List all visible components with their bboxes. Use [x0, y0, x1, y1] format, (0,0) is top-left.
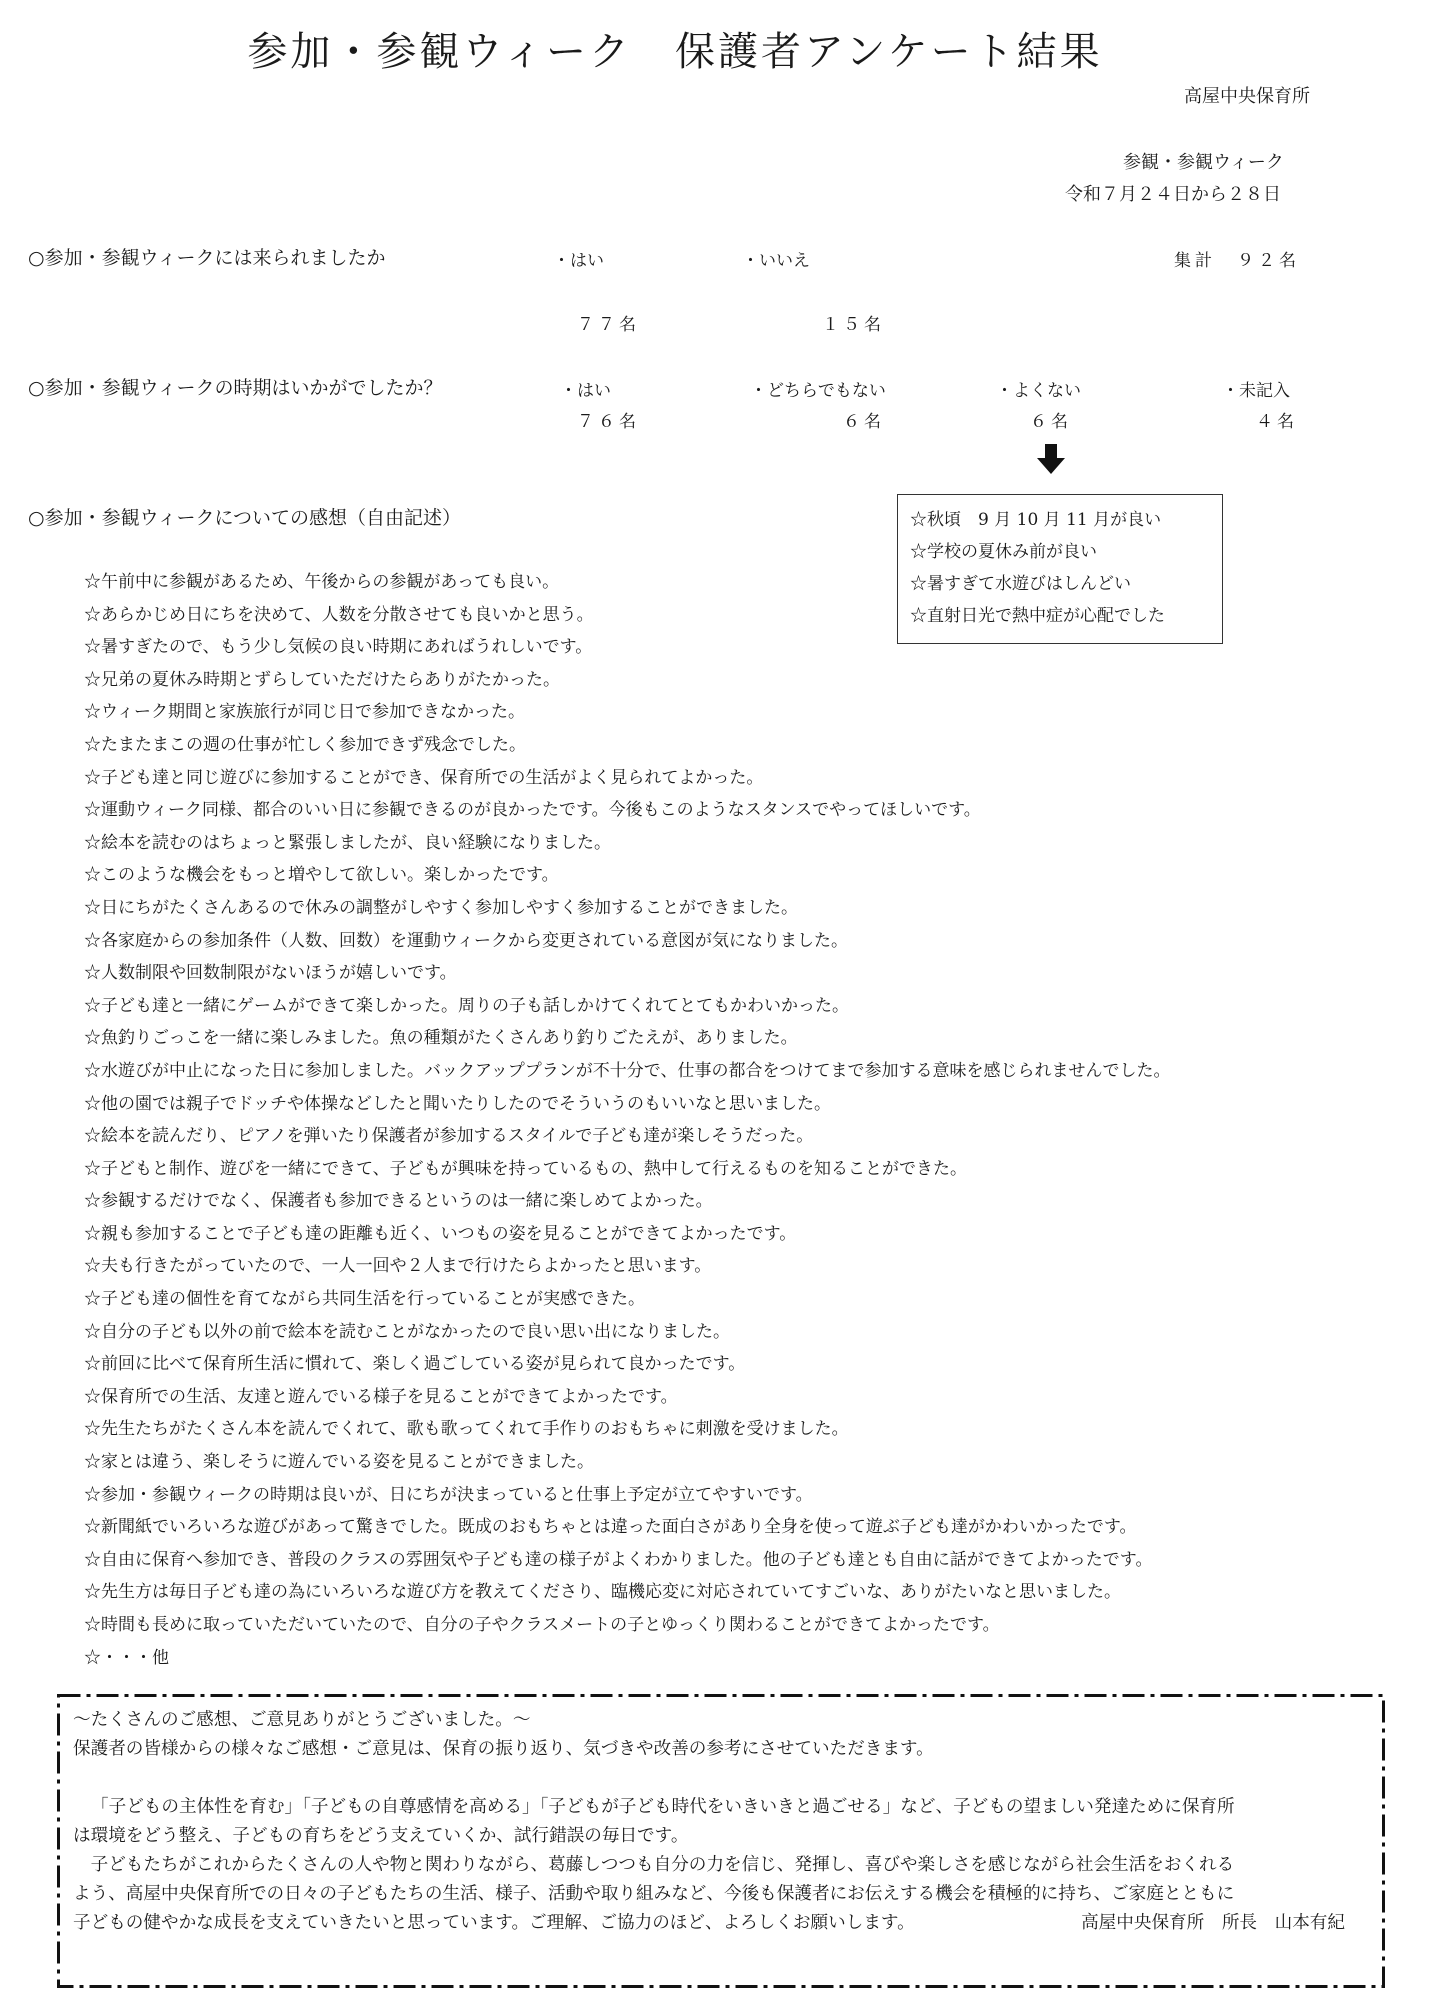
event-period: 令和７月２４日から２８日: [1065, 184, 1281, 205]
comment-item: ☆子ども達と同じ遊びに参加することができ、保育所での生活がよく見られてよかった。: [84, 767, 764, 788]
comment-item: ☆子どもと制作、遊びを一緒にできて、子どもが興味を持っているもの、熱中して行えるものを知ることができた。: [84, 1158, 967, 1179]
comment-item: ☆子ども達の個性を育てながら共同生活を行っていることが実感できた。: [84, 1289, 645, 1310]
notice-intro: 保護者の皆様からの様々なご感想・ご意見は、保育の振り返り、気づきや改善の参考にさせていただきます。: [73, 1739, 934, 1759]
comment-item: ☆絵本を読んだり、ピアノを弾いたり保護者が参加するスタイルで子ども達が楽しそうだった。: [84, 1126, 814, 1147]
q2-count-unanswered: ４名: [1256, 412, 1298, 432]
notice-thanks: ～たくさんのご感想、ご意見ありがとうございました。～: [73, 1710, 531, 1730]
comment-item: ☆兄弟の夏休み時期とずらしていただけたらありがたかった。: [84, 669, 560, 690]
comment-item: ☆夫も行きたがっていたので、一人一回や２人まで行けたらよかったと思います。: [84, 1256, 712, 1277]
comment-item: ☆ウィーク期間と家族旅行が同じ日で参加できなかった。: [84, 702, 525, 723]
q2-count-neutral: ６名: [843, 412, 885, 432]
comment-item: ☆自由に保育へ参加でき、普段のクラスの雰囲気や子ども達の様子がよくわかりました。他の子ども達とも自由に話ができてよかったです。: [84, 1549, 1153, 1570]
comment-item: ☆保育所での生活、友達と遊んでいる様子を見ることができてよかったです。: [84, 1386, 678, 1407]
comment-item: ☆日にちがたくさんあるので休みの調整がしやすく参加しやすく参加することができました。: [84, 897, 798, 918]
arrow-down-icon: [1037, 444, 1065, 474]
notice-spacer: [73, 1764, 1367, 1793]
question-3: ○参加・参観ウィークについての感想（自由記述）: [28, 507, 462, 529]
comment-item: ☆暑すぎたので、もう少し気候の良い時期にあればうれしいです。: [84, 637, 593, 658]
organization-name: 高屋中央保育所: [1184, 86, 1310, 107]
comment-item: ☆運動ウィーク同様、都合のいい日に参観できるのが良かったです。今後もこのようなスタンスでやってほしいです。: [84, 800, 981, 821]
q1-count-no: １５名: [822, 315, 885, 335]
comment-item: ☆前回に比べて保育所生活に慣れて、楽しく過ごしている姿が見られて良かったです。: [84, 1354, 746, 1375]
reason-item: ☆暑すぎて水遊びはしんどい: [910, 574, 1131, 594]
q2-count-yes: ７６名: [577, 412, 640, 432]
comment-item: ☆人数制限や回数制限がないほうが嬉しいです。: [84, 963, 457, 984]
q1-count-yes: ７７名: [577, 315, 640, 335]
comment-item: ☆たまたまこの週の仕事が忙しく参加できず残念でした。: [84, 734, 526, 755]
notice-para2-line3-text: 子どもの健やかな成長を支えていきたいと思っています。ご理解、ご協力のほど、よろしくお願いします。: [73, 1913, 915, 1933]
comment-item: ☆新聞紙でいろいろな遊びがあって驚きでした。既成のおもちゃとは違った面白さがあり全身を使って遊ぶ子ども達がかわいかったです。: [84, 1517, 1137, 1538]
comment-item: ☆水遊びが中止になった日に参加しました。バックアッププランが不十分で、仕事の都合をつけてまで参加する意味を感じられませんでした。: [84, 1060, 1171, 1081]
comment-item: ☆自分の子ども以外の前で絵本を読むことがなかったので良い思い出になりました。: [84, 1321, 730, 1342]
reason-item: ☆直射日光で熱中症が心配でした: [910, 606, 1165, 626]
comment-item: ☆他の園では親子でドッチや体操などしたと聞いたりしたのでそういうのもいいなと思いました。: [84, 1093, 831, 1114]
notice-para2-line3: [73, 1909, 1367, 1938]
closing-notice: [57, 1694, 1385, 1988]
comment-item: ☆参加・参観ウィークの時期は良いが、日にちが決まっていると仕事上予定が立てやすいです。: [84, 1484, 813, 1505]
notice-para2-line1: 子どもたちがこれからたくさんの人や物と関わりながら、葛藤しつつも自分の力を信じ、発揮し、喜びや楽しさを感じながら社会生活をおくれる: [73, 1855, 1235, 1875]
q1-total: 集計 ９２名: [1174, 251, 1300, 271]
page-title: 参加・参観ウィーク 保護者アンケート結果: [247, 29, 1103, 75]
q2-count-bad: ６名: [1030, 412, 1072, 432]
comments-list: [84, 566, 1170, 1674]
signature: 高屋中央保育所 所長 山本有紀: [1081, 1913, 1345, 1933]
comment-item: ☆親も参加することで子ども達の距離も近く、いつもの姿を見ることができてよかったです。: [84, 1223, 797, 1244]
reason-item: ☆学校の夏休み前が良い: [910, 542, 1097, 562]
comment-item: ☆各家庭からの参加条件（人数、回数）を運動ウィークから変更されている意図が気になりました。: [84, 930, 848, 951]
comment-item: ☆魚釣りごっこを一緒に楽しみました。魚の種類がたくさんあり釣りごたえが、ありました。: [84, 1028, 798, 1049]
question-2: ○参加・参観ウィークの時期はいかがでしたか？: [28, 377, 443, 399]
q2-option-unanswered: ・未記入: [1222, 381, 1290, 401]
event-name: 参観・参観ウィーク: [1123, 152, 1284, 173]
comment-item: ☆このような機会をもっと増やして欲しい。楽しかったです。: [84, 865, 559, 886]
q2-option-yes: ・はい: [560, 381, 611, 401]
comment-item: ☆子ども達と一緒にゲームができて楽しかった。周りの子も話しかけてくれてとてもかわいかった。: [84, 995, 849, 1016]
comment-item: ☆参観するだけでなく、保護者も参加できるというのは一緒に楽しめてよかった。: [84, 1191, 713, 1212]
notice-para2-line2: よう、高屋中央保育所での日々の子どもたちの生活、様子、活動や取り組みなど、今後も保護者にお伝えする機会を積極的に持ち、ご家庭とともに: [73, 1884, 1235, 1904]
comment-item: ☆絵本を読むのはちょっと緊張しましたが、良い経験になりました。: [84, 832, 611, 853]
comment-item: ☆先生方は毎日子ども達の為にいろいろな遊び方を教えてくださり、臨機応変に対応されていてすごいな、ありがたいなと思いました。: [84, 1582, 1121, 1603]
notice-para1-line1: 「子どもの主体性を育む」「子どもの自尊感情を高める」「子どもが子ども時代をいきいきと過ごせる」など、子どもの望ましい発達ために保育所: [91, 1797, 1235, 1817]
notice-para1-line2: は環境をどう整え、子どもの育ちをどう支えていくか、試行錯誤の毎日です。: [73, 1826, 689, 1846]
q1-option-no: ・いいえ: [742, 251, 810, 271]
comment-item: ☆あらかじめ日にちを決めて、人数を分散させても良いかと思う。: [84, 604, 594, 625]
q2-option-neutral: ・どちらでもない: [750, 381, 886, 401]
q1-option-yes: ・はい: [553, 251, 604, 271]
question-1: ○参加・参観ウィークには来られましたか: [28, 247, 386, 269]
comment-item: ☆先生たちがたくさん本を読んでくれて、歌も歌ってくれて手作りのおもちゃに刺激を受けました。: [84, 1419, 849, 1440]
comment-item: ☆時間も長めに取っていただいていたので、自分の子やクラスメートの子とゆっくり関わることができてよかったです。: [84, 1615, 1000, 1635]
q2-option-bad: ・よくない: [996, 381, 1081, 401]
comment-item: ☆家とは違う、楽しそうに遊んでいる姿を見ることができました。: [84, 1452, 594, 1473]
comment-item: ☆・・・他: [84, 1647, 169, 1668]
reason-item: ☆秋頃 9 月 10 月 11 月が良い: [910, 510, 1162, 530]
comment-item: ☆午前中に参観があるため、午後からの参観があっても良い。: [84, 572, 560, 592]
